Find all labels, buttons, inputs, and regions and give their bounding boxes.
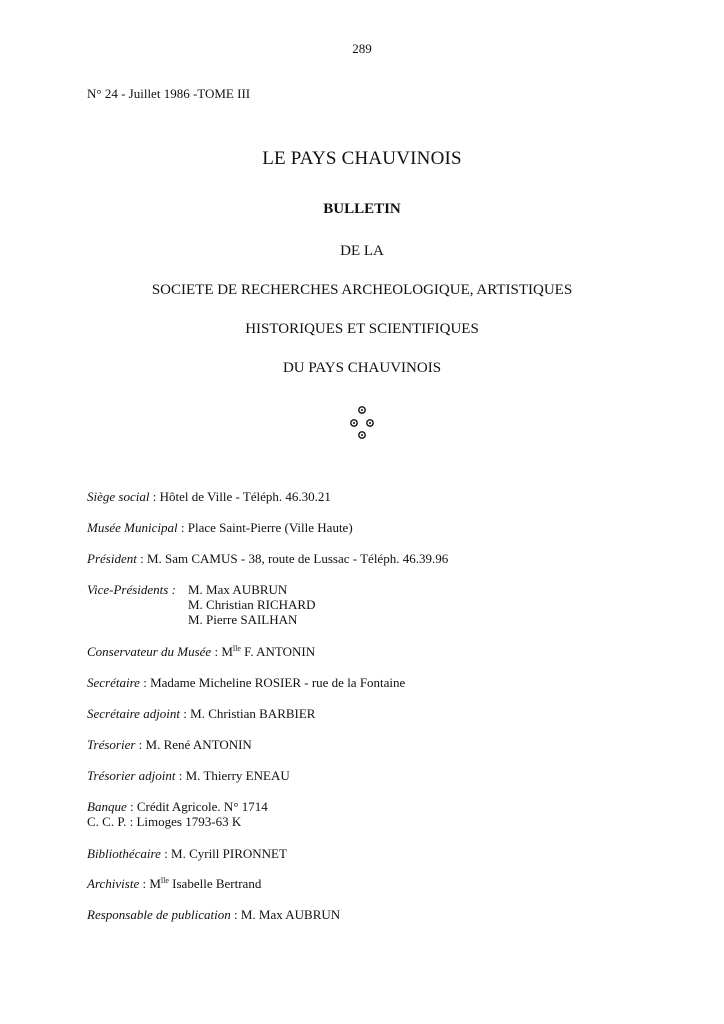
tresorier-label: Trésorier [87,737,136,752]
responsable-label: Responsable de publication [87,907,231,922]
secretaire-label: Secrétaire [87,675,140,690]
page-number: 289 [352,41,372,56]
vice-presidents-row [87,582,176,598]
tresorier-adjoint-row: Trésorier adjoint : M. Thierry ENEAU [87,768,290,783]
conservateur-label: Conservateur du Musée [87,644,212,659]
tresorier-row: Trésorier : M. René ANTONIN [87,737,252,752]
siege-value: Hôtel de Ville - Téléph. 46.30.21 [159,489,331,504]
society-line-1: SOCIETE DE RECHERCHES ARCHEOLOGIQUE, ARTISTIQUES [151,282,573,298]
conservateur-value: F. ANTONIN [240,644,316,659]
society-line-2: HISTORIQUES ET SCIENTIFIQUES [245,321,479,337]
archiviste-value: Isabelle Bertrand [168,876,262,891]
banque-row: Banque : Crédit Agricole. N° 1714 [87,799,268,814]
bibliothecaire-value: M. Cyrill PIRONNET [171,846,287,861]
secretaire-adjoint-label: Secrétaire adjoint [87,706,181,721]
vice-presidents-label: Vice-Présidents : [87,582,176,597]
responsable-row: Responsable de publication : M. Max AUBRUN [87,907,341,922]
musee-value: Place Saint-Pierre (Ville Haute) [187,520,353,535]
tresorier-adjoint-value: M. Thierry ENEAU [185,768,290,783]
conservateur-row: Conservateur du Musée : $M^{lle}$ F. ANTONIN [87,644,316,659]
president-label: Président [87,551,137,566]
vice-president-name: M. Pierre SAILHAN [188,612,298,627]
banque-label: Banque [87,799,127,814]
bibliothecaire-row: Bibliothécaire : M. Cyrill PIRONNET [87,846,287,861]
archiviste-label: Archiviste [87,876,140,891]
president-value: M. Sam CAMUS - 38, route de Lussac - Téléph. 46.39.96 [146,551,449,566]
siege-row: Siège social : Hôtel de Ville - Téléph. 46.30.21 [87,489,331,504]
vice-president-name: M. Max AUBRUN [188,582,288,597]
bibliothecaire-label: Bibliothécaire [87,846,161,861]
vice-presidents-list [188,582,315,627]
tresorier-value: M. René ANTONIN [145,737,252,752]
ccp-row: C. C. P. : Limoges 1793-63 K [87,814,242,829]
bulletin-heading: BULLETIN [323,201,401,217]
secretaire-row: Secrétaire : Madame Micheline ROSIER - rue de la Fontaine [87,675,406,690]
issue-line: N° 24 - Juillet 1986 -TOME III [87,86,251,101]
banque-value: Crédit Agricole. N° 1714 [136,799,268,814]
siege-label: Siège social [87,489,150,504]
journal-title: LE PAYS CHAUVINOIS [262,148,462,169]
secretaire-adjoint-row: Secrétaire adjoint : M. Christian BARBIER [87,706,316,721]
secretaire-value: Madame Micheline ROSIER - rue de la Fontaine [150,675,406,690]
ornament-icon [346,404,378,444]
tresorier-adjoint-label: Trésorier adjoint [87,768,176,783]
vice-president-name: M. Christian RICHARD [188,597,316,612]
secretaire-adjoint-value: M. Christian BARBIER [190,706,316,721]
archiviste-row: Archiviste : $M^{lle}$ Isabelle Bertrand [87,876,262,891]
musee-label: Musée Municipal [87,520,178,535]
president-row: Président : M. Sam CAMUS - 38, route de Lussac - Téléph. 46.39.96 [87,551,449,566]
society-line-3: DU PAYS CHAUVINOIS [282,360,442,376]
musee-row: Musée Municipal : Place Saint-Pierre (Ville Haute) [87,520,353,535]
responsable-value: M. Max AUBRUN [240,907,341,922]
de-la-line: DE LA [340,243,384,259]
